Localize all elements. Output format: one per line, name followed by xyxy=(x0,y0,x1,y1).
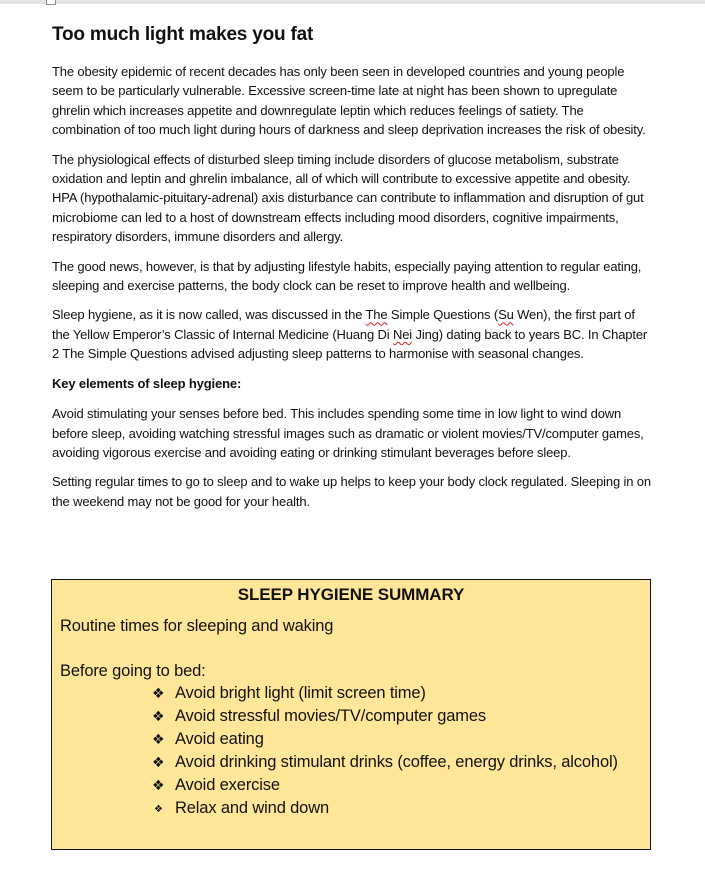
paragraph-regular-times: Setting regular times to go to sleep and to wake up helps to keep your body clock regulated. Sleeping in on the weekend may not be good for your health. xyxy=(52,474,651,509)
text-fragment: Wen), the first part of the Yellow Emperor’s Classic of Internal Medicine (Huang Di xyxy=(52,307,635,342)
diamond-bullet-icon: ❖ xyxy=(152,708,165,724)
spellcheck-flagged-word[interactable]: The xyxy=(365,307,388,323)
diamond-bullet-icon: ❖ xyxy=(154,804,163,815)
paragraph-physiological-effects: The physiological effects of disturbed sleep timing include disorders of glucose metabolism, substrate oxidation and leptin and ghrelin imbalance, all of which will contribute to excessive appetite and obesity. HPA (hypothalamic-pituitary-adrenal) axis disturbance can contribute to inflammation and disruption of gut microbiome can led to a host of downstream effects including mood disorders, cognitive impairments, respiratory disorders, immune disorders and allergy. xyxy=(52,151,644,245)
list-item xyxy=(152,797,650,820)
paragraph-obesity: The obesity epidemic of recent decades has only been seen in developed countries and young people seem to be particularly vulnerable. Excessive screen-time late at night has been shown to upregulate ghrelin which increases appetite and downregulate leptin which reduces feelings of satiety. The combination of too much light during hours of darkness and sleep deprivation increases the risk of obesity. xyxy=(52,64,646,138)
diamond-bullet-icon: ❖ xyxy=(152,754,165,770)
list-item xyxy=(152,705,650,728)
list-item xyxy=(152,728,650,751)
diamond-bullet-icon: ❖ xyxy=(152,685,165,701)
key-elements-heading: Key elements of sleep hygiene: xyxy=(52,375,242,391)
list-item-text: Avoid eating xyxy=(175,730,264,748)
sleep-hygiene-summary-box xyxy=(51,579,651,850)
list-item xyxy=(152,751,650,774)
text-fragment: Jing) dating back to years BC. In Chapter 2 The Simple Questions advised adjusting sleep patterns to harmonise with seasonal changes. xyxy=(52,326,648,362)
paragraph-sleep-hygiene-history xyxy=(52,305,652,363)
summary-bullet-list xyxy=(152,682,650,820)
document-page xyxy=(52,22,652,521)
diamond-bullet-icon: ❖ xyxy=(152,731,165,747)
paragraph-good-news: The good news, however, is that by adjusting lifestyle habits, especially paying attention to regular eating, sleeping and exercise patterns, the body clock can be reset to improve health and wellbeing. xyxy=(52,258,642,294)
text-fragment: Sleep hygiene, as it is now called, was discussed in the xyxy=(52,307,366,323)
paragraph-avoid-stimulation: Avoid stimulating your senses before bed. This includes spending some time in low light to wind down before sleep, avoiding watching stressful images such as dramatic or violent movies/TV/computer games, avoiding vigorous exercise and avoiding eating or drinking stimulant beverages before sleep. xyxy=(52,406,644,460)
spellcheck-flagged-word[interactable]: Su xyxy=(498,307,514,323)
summary-title: SLEEP HYGIENE SUMMARY xyxy=(237,585,465,604)
diamond-bullet-icon: ❖ xyxy=(152,777,165,793)
list-item-text: Avoid exercise xyxy=(175,776,280,794)
spellcheck-flagged-word[interactable]: Nei xyxy=(392,326,413,342)
text-fragment: Simple Questions ( xyxy=(387,307,499,323)
before-bed-line: Before going to bed: xyxy=(60,661,206,680)
list-item-text: Avoid drinking stimulant drinks (coffee, energy drinks, alcohol) xyxy=(175,753,618,771)
routine-times-line: Routine times for sleeping and waking xyxy=(60,617,334,635)
list-item-text: Relax and wind down xyxy=(175,799,329,817)
ruler-bar xyxy=(0,0,705,4)
list-item xyxy=(152,774,650,797)
table-move-handle[interactable] xyxy=(46,0,56,5)
list-item xyxy=(152,682,650,705)
list-item-text: Avoid stressful movies/TV/computer games xyxy=(175,707,486,725)
document-title: Too much light makes you fat xyxy=(52,24,314,45)
list-item-text: Avoid bright light (limit screen time) xyxy=(175,684,426,702)
